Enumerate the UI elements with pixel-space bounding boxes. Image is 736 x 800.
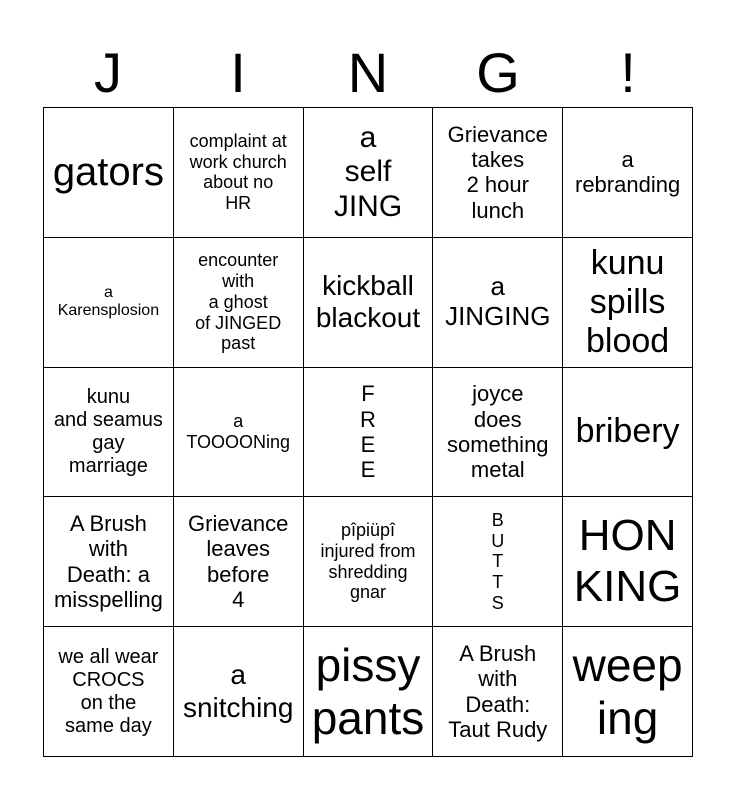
bingo-cell[interactable]: [304, 238, 434, 368]
bingo-cell[interactable]: [563, 627, 693, 757]
cell-text: joyce does something metal: [447, 381, 549, 483]
cell-text: kunu spills blood: [585, 243, 670, 360]
bingo-cell[interactable]: [563, 238, 693, 368]
bingo-cell[interactable]: [304, 627, 434, 757]
bingo-cell[interactable]: [563, 368, 693, 498]
bingo-cell[interactable]: [174, 497, 304, 627]
cell-text: encounter with a ghost of JINGED past: [195, 250, 282, 354]
bingo-cell[interactable]: [44, 627, 174, 757]
bingo-cell[interactable]: [174, 368, 304, 498]
title-letter-n: N: [347, 41, 389, 104]
bingo-cell[interactable]: [174, 238, 304, 368]
cell-text: A Brush with Death: Taut Rudy: [448, 641, 548, 742]
cell-text: pissy pants: [311, 638, 425, 744]
cell-text: HON KING: [573, 511, 682, 611]
cell-text: a TOOOONing: [186, 411, 291, 452]
bingo-cell[interactable]: [433, 108, 563, 238]
cell-text: F R E E: [360, 381, 376, 483]
bingo-cell[interactable]: [563, 497, 693, 627]
cell-text: a self JING: [333, 120, 403, 223]
bingo-cell[interactable]: [304, 108, 434, 238]
bingo-card: [43, 107, 693, 757]
cell-text: A Brush with Death: a misspelling: [53, 511, 163, 613]
cell-text: Grievance leaves before 4: [188, 511, 289, 613]
free-space-cell[interactable]: [304, 368, 434, 498]
cell-text: gators: [52, 150, 164, 195]
bingo-cell[interactable]: [433, 238, 563, 368]
cell-text: B U T T S: [491, 510, 505, 613]
bingo-cell[interactable]: [174, 108, 304, 238]
title-letter-g: G: [476, 41, 520, 104]
bingo-cell[interactable]: [433, 368, 563, 498]
bingo-cell[interactable]: [44, 238, 174, 368]
bingo-cell[interactable]: [563, 108, 693, 238]
title-letter-j: J: [94, 41, 122, 104]
cell-text: we all wear CROCS on the same day: [58, 645, 159, 737]
cell-text: kickball blackout: [315, 270, 421, 334]
cell-text: a JINGING: [445, 271, 551, 332]
bingo-cell[interactable]: [44, 108, 174, 238]
cell-text: pîpiüpî injured from shredding gnar: [320, 520, 416, 603]
cell-text: complaint at work church about no HR: [189, 131, 287, 214]
bingo-cell[interactable]: [304, 497, 434, 627]
cell-text: weep ing: [572, 638, 683, 744]
bingo-title: [43, 40, 693, 106]
bingo-cell[interactable]: [44, 497, 174, 627]
cell-text: kunu and seamus gay marriage: [53, 385, 163, 477]
bingo-cell[interactable]: [433, 497, 563, 627]
title-letter-i: I: [230, 41, 246, 104]
cell-text: a snitching: [182, 659, 294, 723]
bingo-cell[interactable]: [44, 368, 174, 498]
title-letter-exclamation: !: [620, 41, 636, 104]
cell-text: a Karensplosion: [57, 283, 160, 320]
cell-text: a rebranding: [575, 147, 681, 198]
bingo-cell[interactable]: [174, 627, 304, 757]
cell-text: Grievance takes 2 hour lunch: [447, 121, 548, 223]
bingo-cell[interactable]: [433, 627, 563, 757]
cell-text: bribery: [575, 412, 680, 451]
